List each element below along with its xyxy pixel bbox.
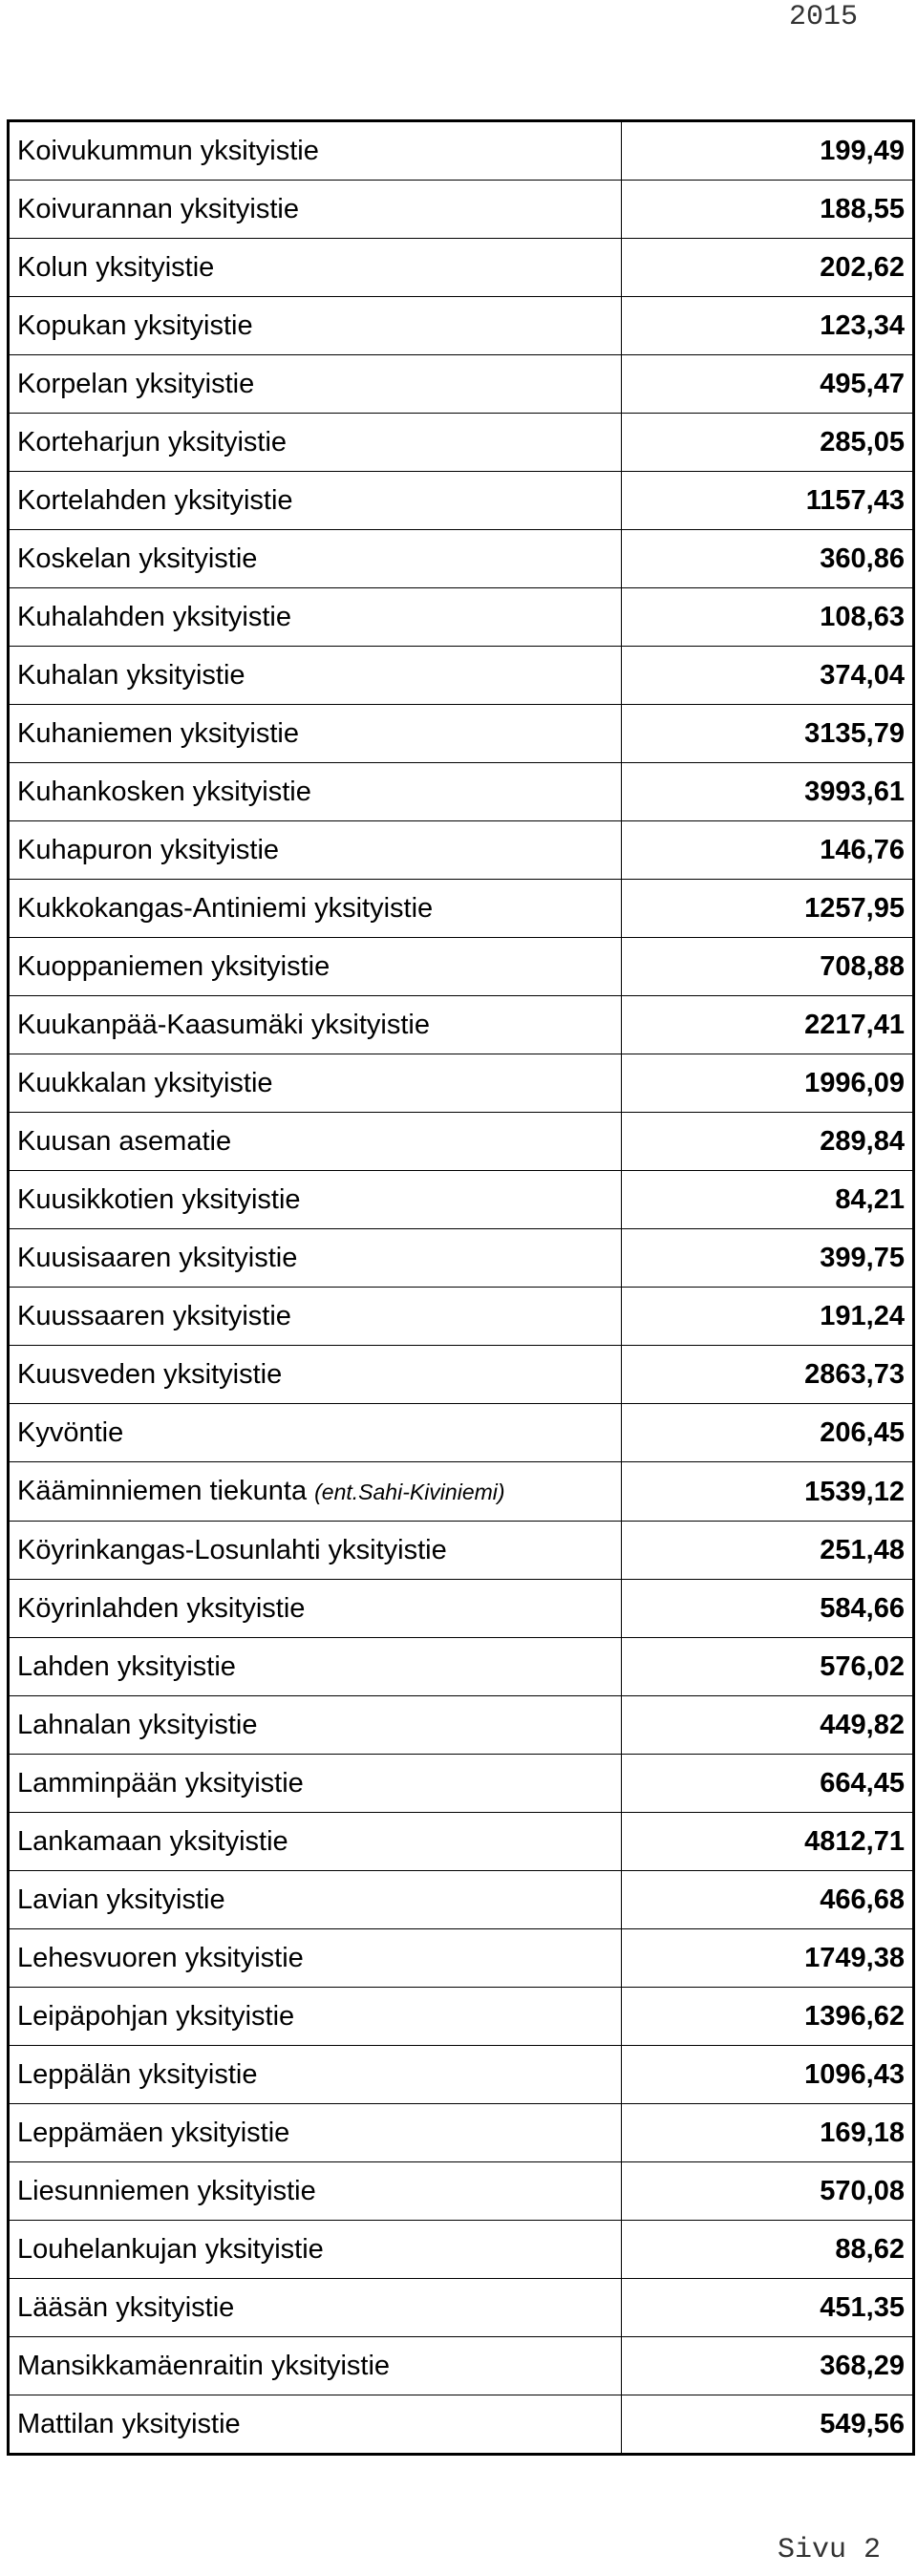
road-name: Kukkokangas-Antiniemi yksityistie xyxy=(17,893,434,924)
road-name: Lamminpään yksityistie xyxy=(17,1768,304,1799)
amount-cell: 2863,73 xyxy=(621,1346,912,1404)
road-name-cell xyxy=(10,588,621,647)
road-name-cell xyxy=(10,414,621,472)
table-row xyxy=(10,2279,912,2337)
amount-cell: 1396,62 xyxy=(621,1988,912,2046)
amount-cell: 2217,41 xyxy=(621,996,912,1054)
road-name-cell xyxy=(10,297,621,355)
table-row xyxy=(10,355,912,414)
table-row xyxy=(10,1696,912,1755)
road-name-cell xyxy=(10,1580,621,1638)
table-row xyxy=(10,239,912,297)
road-name-cell xyxy=(10,355,621,414)
road-name: Liesunniemen yksityistie xyxy=(17,2176,316,2206)
road-name: Kuusan asematie xyxy=(17,1126,232,1157)
amount-cell: 451,35 xyxy=(621,2279,912,2337)
table-row xyxy=(10,530,912,588)
road-name-cell xyxy=(10,122,621,181)
road-name: Kuukkalan yksityistie xyxy=(17,1068,273,1098)
amount-cell: 466,68 xyxy=(621,1871,912,1929)
road-name: Lavian yksityistie xyxy=(17,1884,225,1915)
amount-cell: 202,62 xyxy=(621,239,912,297)
road-name: Köyrinkangas-Losunlahti yksityistie xyxy=(17,1535,447,1565)
table-row xyxy=(10,2337,912,2395)
table-row xyxy=(10,1638,912,1696)
table-row xyxy=(10,647,912,705)
road-cost-table xyxy=(7,119,915,2456)
amount-cell: 88,62 xyxy=(621,2221,912,2279)
table-row xyxy=(10,1229,912,1288)
road-name: Kuhaniemen yksityistie xyxy=(17,718,299,749)
amount-cell: 84,21 xyxy=(621,1171,912,1229)
road-name: Kuusikkotien yksityistie xyxy=(17,1184,301,1215)
table-body xyxy=(10,122,912,2453)
road-name: Louhelankujan yksityistie xyxy=(17,2234,324,2265)
road-name-cell xyxy=(10,1755,621,1813)
road-name-cell xyxy=(10,1288,621,1346)
table-row xyxy=(10,1404,912,1462)
table-row xyxy=(10,414,912,472)
page-number: Sivu 2 xyxy=(777,2534,881,2566)
road-name: Kuussaaren yksityistie xyxy=(17,1301,291,1331)
amount-cell: 191,24 xyxy=(621,1288,912,1346)
road-name: Köyrinlahden yksityistie xyxy=(17,1593,306,1624)
road-name-cell xyxy=(10,1054,621,1113)
road-name-cell xyxy=(10,647,621,705)
amount-cell: 1096,43 xyxy=(621,2046,912,2104)
amount-cell: 1749,38 xyxy=(621,1929,912,1988)
table-row xyxy=(10,996,912,1054)
amount-cell: 576,02 xyxy=(621,1638,912,1696)
amount-cell: 206,45 xyxy=(621,1404,912,1462)
road-name-cell xyxy=(10,1871,621,1929)
table-row xyxy=(10,1054,912,1113)
road-name: Lahnalan yksityistie xyxy=(17,1710,258,1740)
road-name-cell xyxy=(10,239,621,297)
table-row xyxy=(10,2104,912,2162)
road-name-cell xyxy=(10,1229,621,1288)
table-row xyxy=(10,2046,912,2104)
road-name-cell xyxy=(10,2395,621,2454)
road-name-cell xyxy=(10,880,621,938)
road-name-note: (ent.Sahi-Kiviniemi) xyxy=(314,1480,505,1504)
page-year: 2015 xyxy=(788,1,858,33)
amount-cell: 169,18 xyxy=(621,2104,912,2162)
table-row xyxy=(10,1171,912,1229)
road-name: Leppälän yksityistie xyxy=(17,2059,258,2090)
road-name: Mansikkamäenraitin yksityistie xyxy=(17,2351,391,2381)
amount-cell: 199,49 xyxy=(621,122,912,181)
amount-cell: 374,04 xyxy=(621,647,912,705)
amount-cell: 4812,71 xyxy=(621,1813,912,1871)
road-name-cell xyxy=(10,2221,621,2279)
amount-cell: 3993,61 xyxy=(621,763,912,821)
table-row xyxy=(10,1113,912,1171)
amount-cell: 360,86 xyxy=(621,530,912,588)
road-name: Lankamaan yksityistie xyxy=(17,1826,288,1857)
table-row xyxy=(10,705,912,763)
table-row xyxy=(10,1580,912,1638)
road-name: Koivurannan yksityistie xyxy=(17,194,299,224)
amount-cell: 1996,09 xyxy=(621,1054,912,1113)
table-row xyxy=(10,1871,912,1929)
road-name: Lahden yksityistie xyxy=(17,1651,236,1682)
road-name-cell xyxy=(10,1696,621,1755)
road-name: Kuhalan yksityistie xyxy=(17,660,245,691)
road-name-cell xyxy=(10,1988,621,2046)
amount-cell: 368,29 xyxy=(621,2337,912,2395)
amount-cell: 289,84 xyxy=(621,1113,912,1171)
table-row xyxy=(10,1522,912,1580)
road-name: Kolun yksityistie xyxy=(17,252,215,283)
table-row xyxy=(10,181,912,239)
road-name: Korpelan yksityistie xyxy=(17,369,255,399)
road-name: Leipäpohjan yksityistie xyxy=(17,2001,295,2032)
road-name-cell xyxy=(10,1929,621,1988)
table-row xyxy=(10,1462,912,1522)
road-name-cell xyxy=(10,1522,621,1580)
road-name: Kuusisaaren yksityistie xyxy=(17,1243,298,1273)
table-row xyxy=(10,2221,912,2279)
amount-cell: 1257,95 xyxy=(621,880,912,938)
road-name: Kyvöntie xyxy=(17,1417,124,1448)
amount-cell: 146,76 xyxy=(621,821,912,880)
road-name: Kääminniemen tiekunta xyxy=(17,1476,308,1506)
road-table xyxy=(10,122,912,2453)
table-row xyxy=(10,821,912,880)
road-name: Korteharjun yksityistie xyxy=(17,427,288,458)
table-row xyxy=(10,122,912,181)
road-name-cell xyxy=(10,1462,621,1522)
table-row xyxy=(10,2162,912,2221)
road-name-cell xyxy=(10,472,621,530)
table-row xyxy=(10,938,912,996)
road-name-cell xyxy=(10,1171,621,1229)
road-name-cell xyxy=(10,181,621,239)
road-name-cell xyxy=(10,1113,621,1171)
amount-cell: 123,34 xyxy=(621,297,912,355)
amount-cell: 664,45 xyxy=(621,1755,912,1813)
amount-cell: 108,63 xyxy=(621,588,912,647)
amount-cell: 3135,79 xyxy=(621,705,912,763)
road-name: Kopukan yksityistie xyxy=(17,310,253,341)
amount-cell: 708,88 xyxy=(621,938,912,996)
amount-cell: 1157,43 xyxy=(621,472,912,530)
road-name: Kuhapuron yksityistie xyxy=(17,835,280,865)
amount-cell: 495,47 xyxy=(621,355,912,414)
road-name: Lääsän yksityistie xyxy=(17,2292,235,2323)
amount-cell: 1539,12 xyxy=(621,1462,912,1522)
amount-cell: 449,82 xyxy=(621,1696,912,1755)
road-name-cell xyxy=(10,938,621,996)
table-row xyxy=(10,1288,912,1346)
road-name: Koivukummun yksityistie xyxy=(17,136,319,166)
road-name: Kuhankosken yksityistie xyxy=(17,777,311,807)
table-row xyxy=(10,472,912,530)
table-row xyxy=(10,1346,912,1404)
amount-cell: 251,48 xyxy=(621,1522,912,1580)
table-row xyxy=(10,1988,912,2046)
table-row xyxy=(10,763,912,821)
road-name-cell xyxy=(10,1638,621,1696)
road-name: Kuoppaniemen yksityistie xyxy=(17,951,331,982)
road-name-cell xyxy=(10,2279,621,2337)
road-name-cell xyxy=(10,821,621,880)
table-row xyxy=(10,297,912,355)
road-name: Leppämäen yksityistie xyxy=(17,2118,290,2148)
road-name: Kuhalahden yksityistie xyxy=(17,602,291,632)
table-row xyxy=(10,2395,912,2454)
table-row xyxy=(10,1755,912,1813)
road-name-cell xyxy=(10,705,621,763)
amount-cell: 399,75 xyxy=(621,1229,912,1288)
table-row xyxy=(10,1813,912,1871)
road-name-cell xyxy=(10,1813,621,1871)
road-name-cell xyxy=(10,2162,621,2221)
road-name-cell xyxy=(10,1404,621,1462)
road-name: Kuukanpää-Kaasumäki yksityistie xyxy=(17,1010,430,1040)
road-name-cell xyxy=(10,996,621,1054)
road-name-cell xyxy=(10,2104,621,2162)
amount-cell: 549,56 xyxy=(820,2409,905,2439)
table-row xyxy=(10,1929,912,1988)
amount-cell: 285,05 xyxy=(621,414,912,472)
amount-cell: 584,66 xyxy=(621,1580,912,1638)
road-name: Koskelan yksityistie xyxy=(17,543,258,574)
road-name-cell xyxy=(10,2337,621,2395)
table-row xyxy=(10,880,912,938)
road-name: Mattilan yksityistie xyxy=(17,2409,241,2439)
road-name-cell xyxy=(10,2046,621,2104)
road-name: Kuusveden yksityistie xyxy=(17,1359,283,1390)
road-name: Lehesvuoren yksityistie xyxy=(17,1943,304,1973)
road-name-cell xyxy=(10,763,621,821)
amount-cell: 188,55 xyxy=(621,181,912,239)
road-name-cell xyxy=(10,530,621,588)
table-row xyxy=(10,588,912,647)
amount-cell: 570,08 xyxy=(621,2162,912,2221)
road-name: Kortelahden yksityistie xyxy=(17,485,293,516)
road-name-cell xyxy=(10,1346,621,1404)
